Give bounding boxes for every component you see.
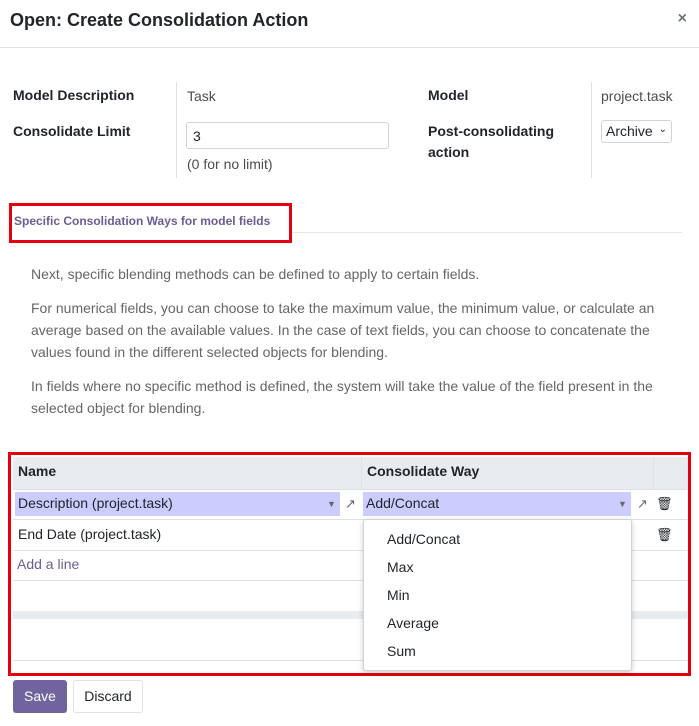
consolidate-limit-input[interactable] [186,122,389,149]
post-action-value: Archive [606,123,653,139]
row-way-value: Add/Concat [366,495,440,511]
model-description-label: Model Description [13,87,135,103]
external-link-icon[interactable]: ↗ [345,496,356,511]
field-separator [591,82,592,178]
help-paragraph: In fields where no specific method is defined, the system will take the value of the field present in the selected object for blending. [31,378,653,416]
dropdown-option-min[interactable]: Min [387,587,410,603]
dialog-title: Open: Create Consolidation Action [10,10,309,30]
save-button[interactable]: Save [13,680,67,713]
trash-icon[interactable]: 🗑 [656,527,673,542]
help-paragraph: For numerical fields, you can choose to take the maximum value, the minimum value, or calculate an average based on the available values. In the case of text fields, you can choose to concatenate the values found in the different selected objects for blending. [31,300,655,360]
dropdown-option-sum[interactable]: Sum [387,643,416,659]
column-header-way[interactable]: Consolidate Way [367,463,480,479]
model-value: project.task [601,88,673,104]
dialog-header [0,0,699,48]
post-action-label: Post-consolidating action [428,123,554,160]
field-separator [176,82,177,178]
consolidate-way-dropdown [363,519,632,671]
model-description-value: Task [187,88,216,104]
row-name-value: Description (project.task) [18,495,173,511]
row-name-input[interactable] [15,492,340,516]
dropdown-option-add-concat[interactable]: Add/Concat [387,531,461,547]
chevron-down-icon: ⌄ [658,124,667,135]
close-icon[interactable]: × [677,10,687,27]
post-action-select[interactable] [601,120,672,143]
column-separator [361,457,362,490]
model-label: Model [428,87,469,103]
caret-down-icon[interactable]: ▼ [618,499,627,509]
table-row-name[interactable]: End Date (project.task) [18,526,162,542]
external-link-icon[interactable]: ↗ [637,496,648,511]
dropdown-option-average[interactable]: Average [387,615,439,631]
dropdown-option-max[interactable]: Max [387,559,414,575]
trash-icon[interactable]: 🗑 [656,496,673,511]
add-line-link[interactable]: Add a line [17,556,80,572]
discard-button[interactable]: Discard [73,680,143,713]
table-header [13,457,688,490]
tab-consolidation-ways[interactable]: Specific Consolidation Ways for model fields [14,214,271,228]
row-way-input[interactable] [363,492,631,516]
column-separator [653,457,654,490]
help-paragraph: Next, specific blending methods can be defined to apply to certain fields. [31,266,480,282]
caret-down-icon[interactable]: ▼ [327,499,336,509]
column-header-name[interactable]: Name [18,463,57,479]
consolidate-limit-hint: (0 for no limit) [187,156,273,172]
consolidate-limit-label: Consolidate Limit [13,123,131,139]
tab-divider [292,232,682,233]
